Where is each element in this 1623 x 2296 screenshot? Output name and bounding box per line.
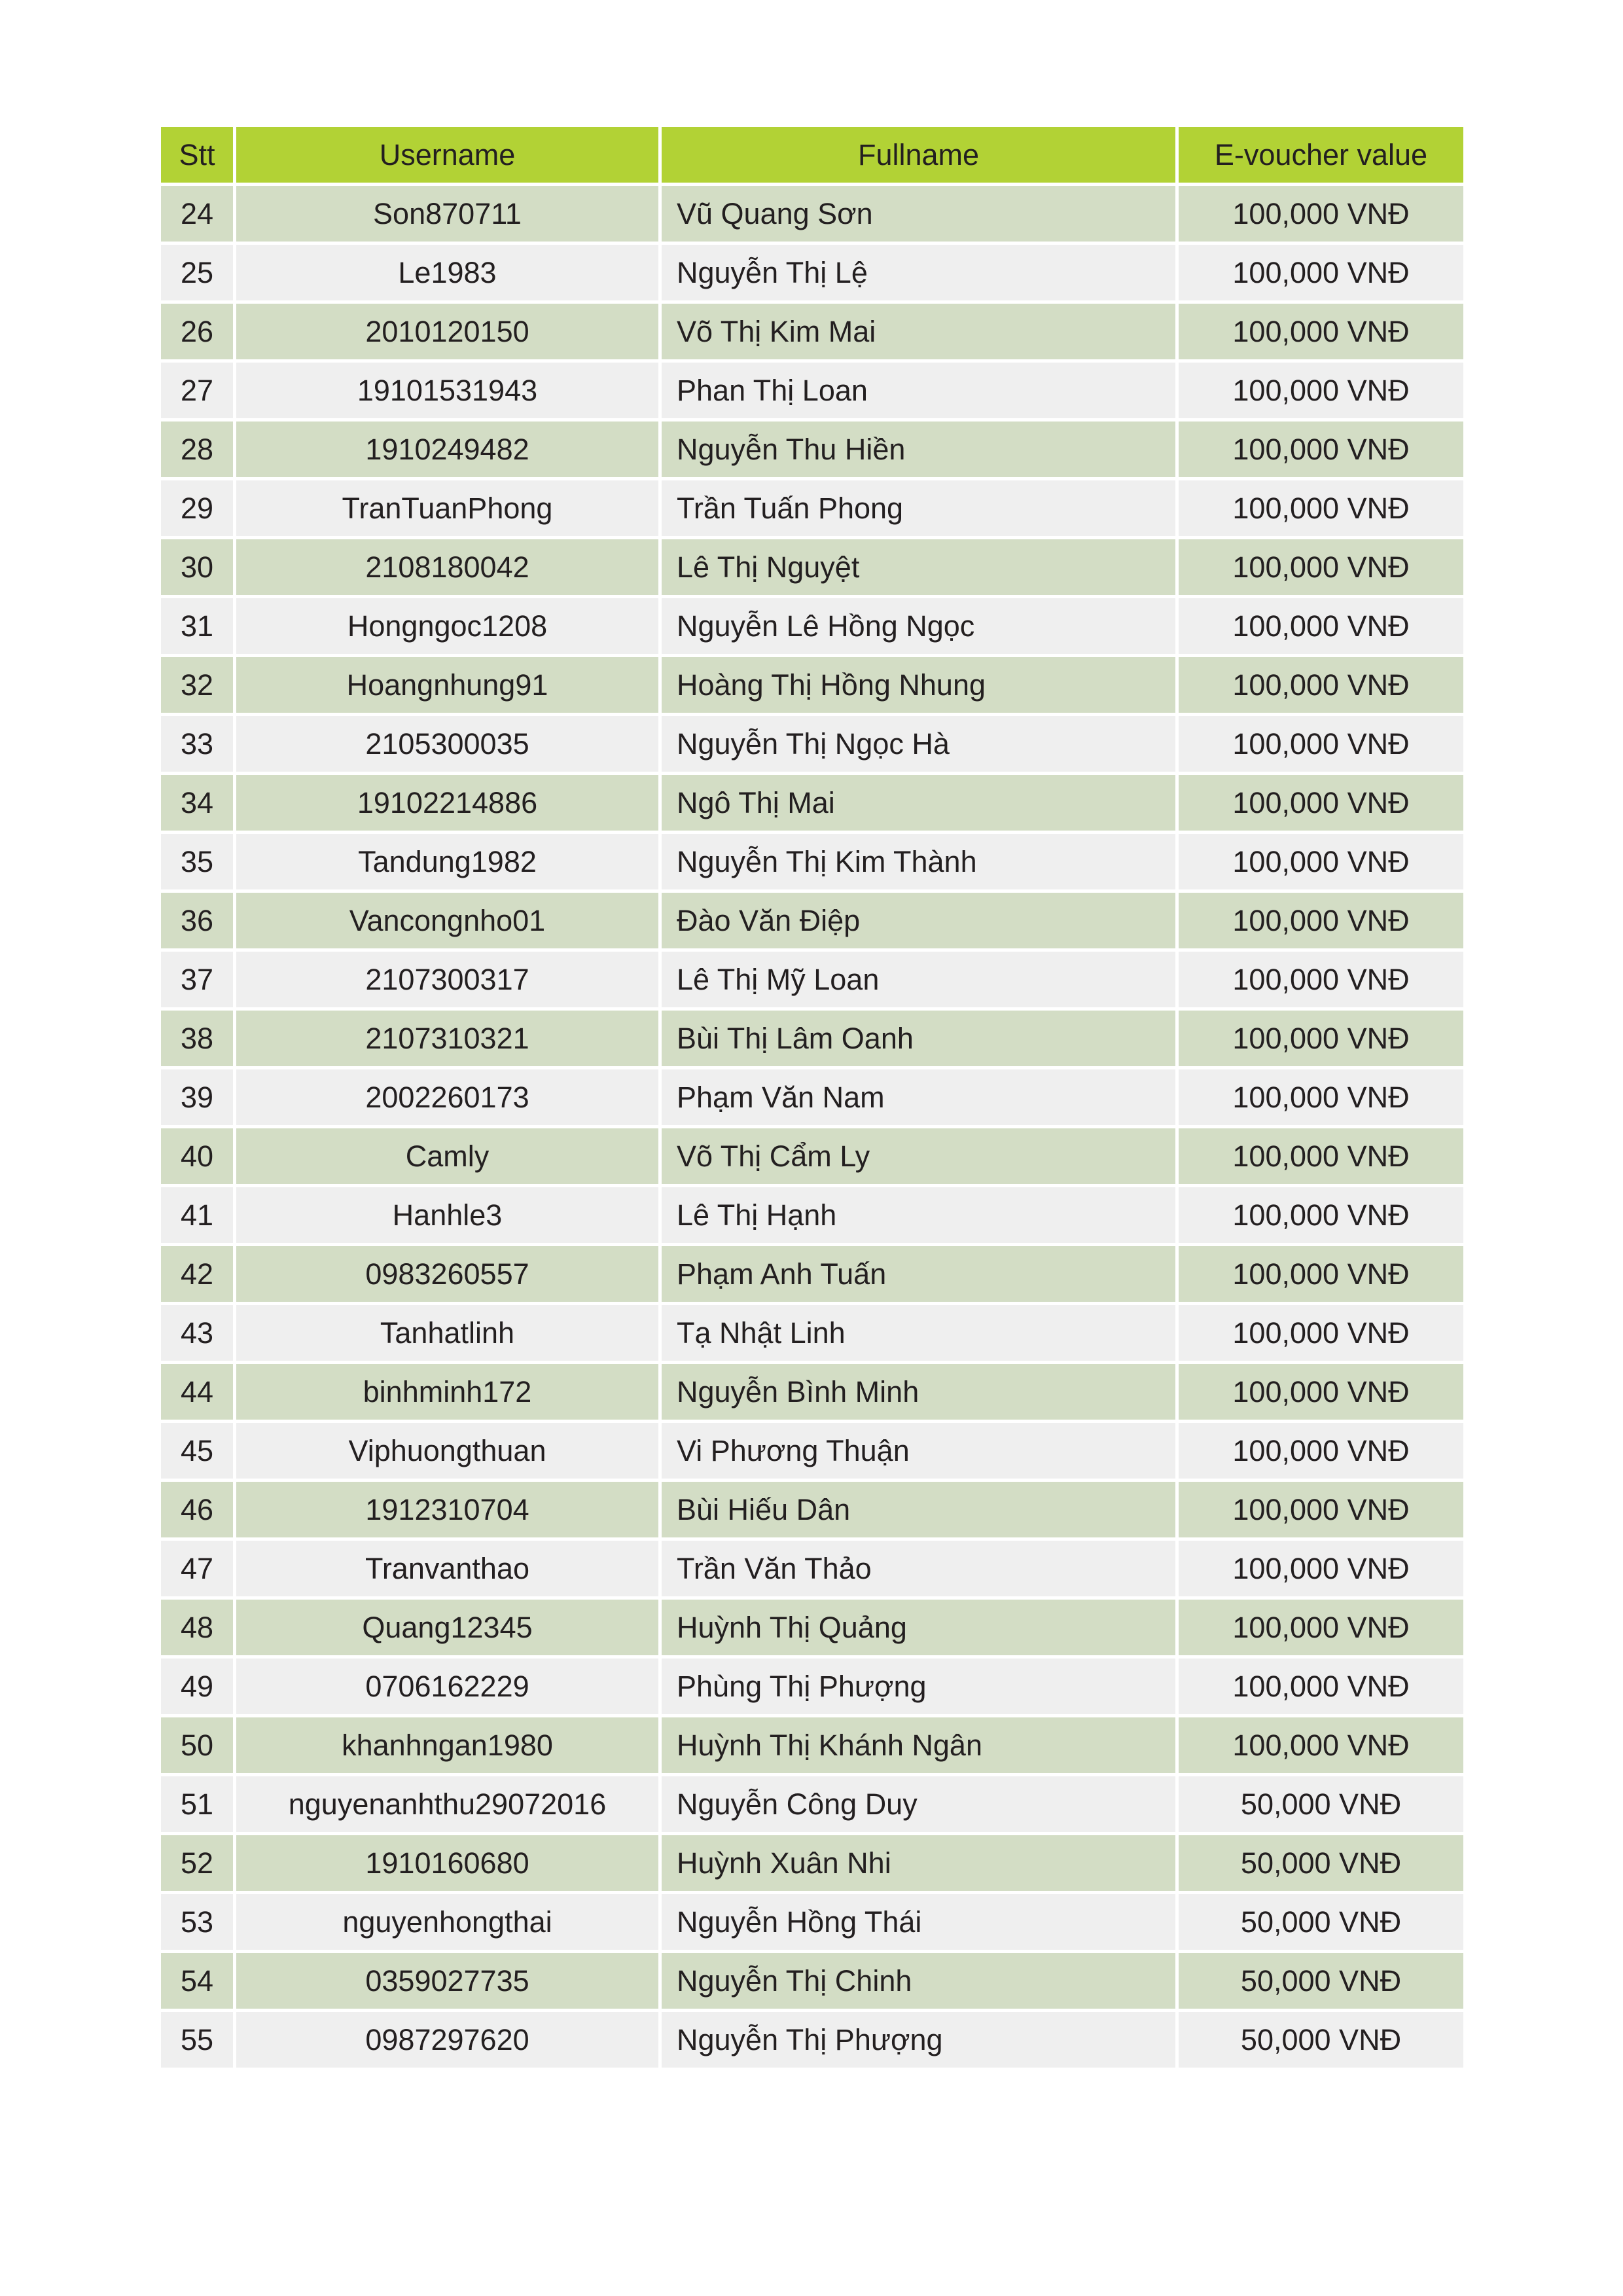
evoucher-value-cell: 100,000 VNĐ [1179,245,1463,304]
table-row [161,1776,1463,1835]
username-cell: 1910160680 [236,1835,662,1894]
header-evoucher-value: E-voucher value [1179,127,1463,186]
username-cell: khanhngan1980 [236,1717,662,1776]
username-cell: 2107300317 [236,952,662,1011]
stt-cell: 25 [161,245,236,304]
table-row [161,186,1463,245]
evoucher-value-cell: 100,000 VNĐ [1179,1423,1463,1482]
stt-cell: 45 [161,1423,236,1482]
table-row [161,1835,1463,1894]
evoucher-value-cell: 50,000 VNĐ [1179,1776,1463,1835]
table-row [161,1128,1463,1187]
username-cell: Quang12345 [236,1600,662,1659]
stt-cell: 28 [161,422,236,480]
table-row [161,1482,1463,1541]
fullname-cell: Nguyễn Bình Minh [662,1364,1179,1423]
table-row [161,834,1463,893]
table-row [161,480,1463,539]
table-row [161,952,1463,1011]
evoucher-value-cell: 100,000 VNĐ [1179,539,1463,598]
fullname-cell: Vũ Quang Sơn [662,186,1179,245]
evoucher-value-cell: 100,000 VNĐ [1179,598,1463,657]
evoucher-value-cell: 100,000 VNĐ [1179,1187,1463,1246]
table-row [161,1600,1463,1659]
stt-cell: 30 [161,539,236,598]
username-cell: nguyenhongthai [236,1894,662,1953]
username-cell: 1910249482 [236,422,662,480]
evoucher-value-cell: 100,000 VNĐ [1179,1128,1463,1187]
fullname-cell: Lê Thị Nguyệt [662,539,1179,598]
table-row [161,1011,1463,1069]
evoucher-value-cell: 100,000 VNĐ [1179,657,1463,716]
stt-cell: 35 [161,834,236,893]
username-cell: 0706162229 [236,1659,662,1717]
table-row [161,1717,1463,1776]
table-row [161,1894,1463,1953]
username-cell: nguyenanhthu29072016 [236,1776,662,1835]
table-row [161,422,1463,480]
fullname-cell: Vi Phương Thuận [662,1423,1179,1482]
evoucher-value-cell: 100,000 VNĐ [1179,893,1463,952]
table-row [161,304,1463,363]
stt-cell: 33 [161,716,236,775]
evoucher-value-cell: 100,000 VNĐ [1179,1011,1463,1069]
stt-cell: 34 [161,775,236,834]
stt-cell: 26 [161,304,236,363]
username-cell: 0983260557 [236,1246,662,1305]
username-cell: Le1983 [236,245,662,304]
fullname-cell: Đào Văn Điệp [662,893,1179,952]
evoucher-value-cell: 100,000 VNĐ [1179,775,1463,834]
header-username: Username [236,127,662,186]
evoucher-value-cell: 100,000 VNĐ [1179,480,1463,539]
stt-cell: 42 [161,1246,236,1305]
stt-cell: 31 [161,598,236,657]
table-row [161,657,1463,716]
evoucher-value-cell: 100,000 VNĐ [1179,1659,1463,1717]
username-cell: 0987297620 [236,2012,662,2071]
fullname-cell: Nguyễn Thị Chinh [662,1953,1179,2012]
fullname-cell: Nguyễn Thị Kim Thành [662,834,1179,893]
stt-cell: 32 [161,657,236,716]
stt-cell: 37 [161,952,236,1011]
stt-cell: 52 [161,1835,236,1894]
table-row [161,1305,1463,1364]
evoucher-value-cell: 100,000 VNĐ [1179,363,1463,422]
stt-cell: 27 [161,363,236,422]
evoucher-value-cell: 100,000 VNĐ [1179,1482,1463,1541]
stt-cell: 46 [161,1482,236,1541]
username-cell: 2105300035 [236,716,662,775]
evoucher-value-cell: 100,000 VNĐ [1179,834,1463,893]
fullname-cell: Nguyễn Lê Hồng Ngọc [662,598,1179,657]
fullname-cell: Phùng Thị Phượng [662,1659,1179,1717]
username-cell: 0359027735 [236,1953,662,2012]
fullname-cell: Phạm Anh Tuấn [662,1246,1179,1305]
header-fullname: Fullname [662,127,1179,186]
evoucher-value-cell: 100,000 VNĐ [1179,304,1463,363]
evoucher-value-cell: 100,000 VNĐ [1179,1717,1463,1776]
fullname-cell: Nguyễn Thị Ngọc Hà [662,716,1179,775]
username-cell: Hanhle3 [236,1187,662,1246]
username-cell: Viphuongthuan [236,1423,662,1482]
evoucher-value-cell: 100,000 VNĐ [1179,1364,1463,1423]
table-row [161,1423,1463,1482]
table-row [161,1364,1463,1423]
stt-cell: 36 [161,893,236,952]
evoucher-value-cell: 50,000 VNĐ [1179,2012,1463,2071]
username-cell: 2010120150 [236,304,662,363]
stt-cell: 54 [161,1953,236,2012]
table-row [161,1246,1463,1305]
username-cell: 2002260173 [236,1069,662,1128]
table-row [161,716,1463,775]
fullname-cell: Bùi Hiếu Dân [662,1482,1179,1541]
table-row [161,1659,1463,1717]
header-stt: Stt [161,127,236,186]
username-cell: 2107310321 [236,1011,662,1069]
table-row [161,2012,1463,2071]
evoucher-value-cell: 100,000 VNĐ [1179,716,1463,775]
table-row [161,1953,1463,2012]
stt-cell: 51 [161,1776,236,1835]
fullname-cell: Nguyễn Thị Lệ [662,245,1179,304]
username-cell: Vancongnho01 [236,893,662,952]
fullname-cell: Huỳnh Xuân Nhi [662,1835,1179,1894]
fullname-cell: Võ Thị Kim Mai [662,304,1179,363]
table-row [161,775,1463,834]
fullname-cell: Hoàng Thị Hồng Nhung [662,657,1179,716]
table-header-row [161,127,1463,186]
fullname-cell: Nguyễn Công Duy [662,1776,1179,1835]
fullname-cell: Nguyễn Hồng Thái [662,1894,1179,1953]
stt-cell: 39 [161,1069,236,1128]
evoucher-value-cell: 50,000 VNĐ [1179,1835,1463,1894]
stt-cell: 48 [161,1600,236,1659]
stt-cell: 50 [161,1717,236,1776]
fullname-cell: Lê Thị Hạnh [662,1187,1179,1246]
fullname-cell: Huỳnh Thị Khánh Ngân [662,1717,1179,1776]
stt-cell: 43 [161,1305,236,1364]
evoucher-value-cell: 100,000 VNĐ [1179,1305,1463,1364]
stt-cell: 40 [161,1128,236,1187]
stt-cell: 49 [161,1659,236,1717]
username-cell: Hoangnhung91 [236,657,662,716]
username-cell: 19102214886 [236,775,662,834]
username-cell: Tandung1982 [236,834,662,893]
username-cell: Tranvanthao [236,1541,662,1600]
username-cell: Camly [236,1128,662,1187]
fullname-cell: Phạm Văn Nam [662,1069,1179,1128]
table-row [161,245,1463,304]
fullname-cell: Ngô Thị Mai [662,775,1179,834]
evoucher-value-cell: 100,000 VNĐ [1179,1541,1463,1600]
table-row [161,1187,1463,1246]
fullname-cell: Võ Thị Cẩm Ly [662,1128,1179,1187]
username-cell: 19101531943 [236,363,662,422]
table-row [161,1541,1463,1600]
username-cell: binhminh172 [236,1364,662,1423]
stt-cell: 38 [161,1011,236,1069]
fullname-cell: Tạ Nhật Linh [662,1305,1179,1364]
evoucher-value-cell: 100,000 VNĐ [1179,186,1463,245]
stt-cell: 47 [161,1541,236,1600]
evoucher-value-cell: 100,000 VNĐ [1179,1069,1463,1128]
fullname-cell: Huỳnh Thị Quảng [662,1600,1179,1659]
username-cell: Hongngoc1208 [236,598,662,657]
fullname-cell: Phan Thị Loan [662,363,1179,422]
evoucher-value-cell: 100,000 VNĐ [1179,422,1463,480]
stt-cell: 29 [161,480,236,539]
table-row [161,893,1463,952]
table-row [161,363,1463,422]
username-cell: Son870711 [236,186,662,245]
evoucher-value-cell: 100,000 VNĐ [1179,1600,1463,1659]
table-row [161,539,1463,598]
fullname-cell: Trần Tuấn Phong [662,480,1179,539]
username-cell: Tanhatlinh [236,1305,662,1364]
table-row [161,598,1463,657]
fullname-cell: Nguyễn Thu Hiền [662,422,1179,480]
fullname-cell: Nguyễn Thị Phượng [662,2012,1179,2071]
evoucher-value-cell: 100,000 VNĐ [1179,952,1463,1011]
stt-cell: 24 [161,186,236,245]
stt-cell: 53 [161,1894,236,1953]
table-row [161,1069,1463,1128]
evoucher-value-cell: 50,000 VNĐ [1179,1953,1463,2012]
stt-cell: 55 [161,2012,236,2071]
stt-cell: 41 [161,1187,236,1246]
fullname-cell: Bùi Thị Lâm Oanh [662,1011,1179,1069]
fullname-cell: Trần Văn Thảo [662,1541,1179,1600]
voucher-table [161,127,1463,2071]
evoucher-value-cell: 50,000 VNĐ [1179,1894,1463,1953]
username-cell: TranTuanPhong [236,480,662,539]
username-cell: 1912310704 [236,1482,662,1541]
stt-cell: 44 [161,1364,236,1423]
username-cell: 2108180042 [236,539,662,598]
evoucher-value-cell: 100,000 VNĐ [1179,1246,1463,1305]
table-body [161,186,1463,2071]
fullname-cell: Lê Thị Mỹ Loan [662,952,1179,1011]
